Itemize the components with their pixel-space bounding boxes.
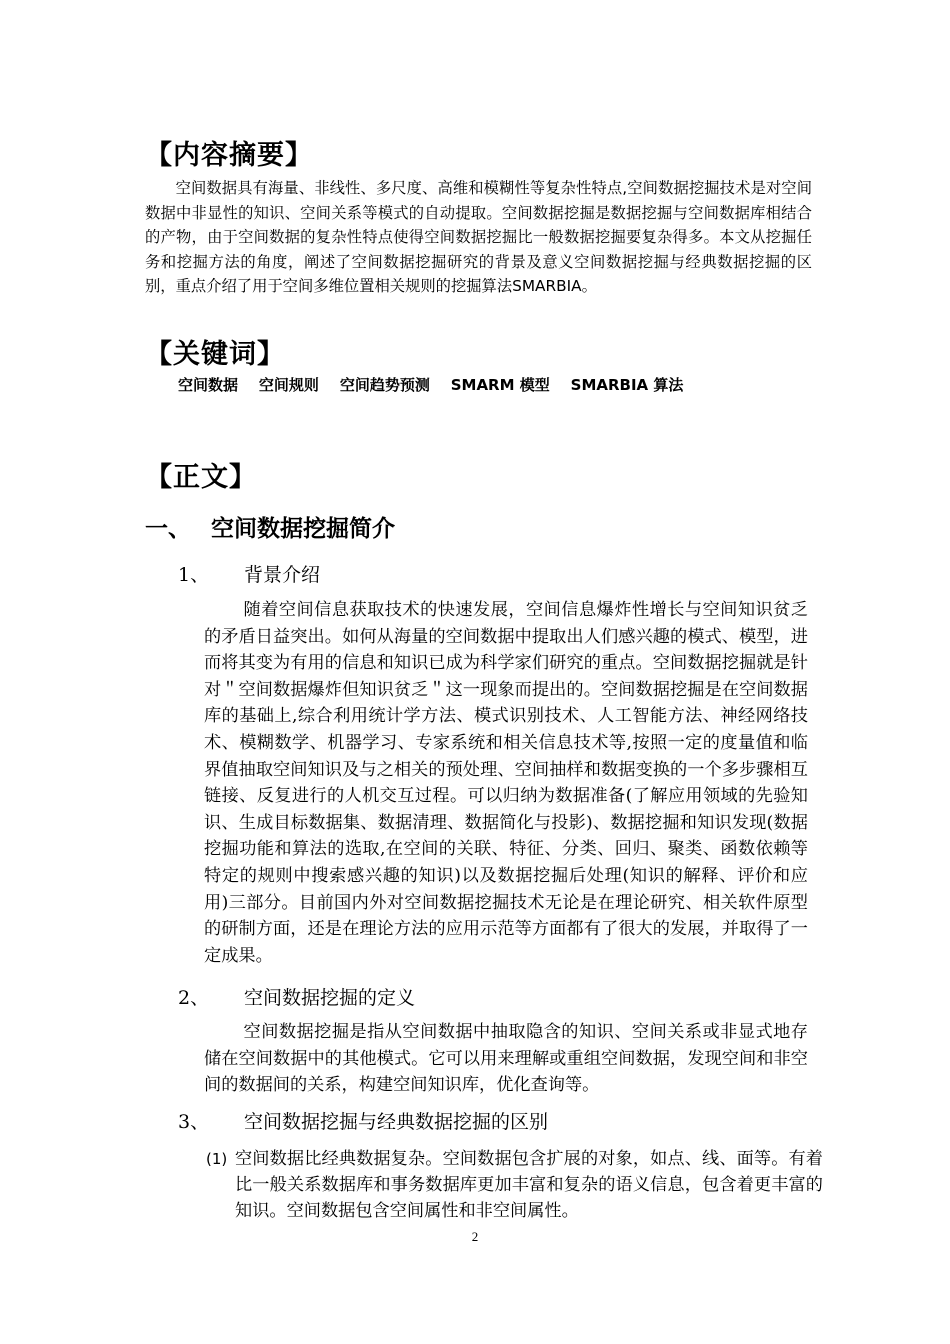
subsection-heading xyxy=(178,1107,548,1134)
subsection-title: 背景介绍 xyxy=(244,564,321,586)
keyword: 空间规则 xyxy=(258,376,319,394)
section-heading xyxy=(145,510,395,543)
body-heading: 【正文】 xyxy=(145,462,257,493)
abstract-heading: 【内容摘要】 xyxy=(145,140,313,171)
keyword: SMARBIA 算法 xyxy=(570,376,684,394)
keyword: 空间趋势预测 xyxy=(339,376,430,394)
section-title: 空间数据挖掘简介 xyxy=(211,516,395,542)
subsection-heading xyxy=(178,983,415,1010)
page-number: 2 xyxy=(471,1229,479,1244)
keywords-line xyxy=(178,374,683,395)
definition-paragraph: 空间数据挖掘是指从空间数据中抽取隐含的知识、空间关系或非显式地存储在空间数据中的其他模式。它可以用来理解或重组空间数据，发现空间和非空间的数据间的关系，构建空间知识库，优化查询等。 xyxy=(204,1022,808,1096)
keywords-heading: 【关键词】 xyxy=(145,339,285,370)
section-number: 一、 xyxy=(145,516,191,542)
list-marker: (1) xyxy=(206,1150,228,1168)
keyword: 空间数据 xyxy=(178,376,239,394)
subsection-heading xyxy=(178,560,320,587)
keyword: SMARM 模型 xyxy=(450,376,550,394)
abstract-paragraph: 空间数据具有海量、非线性、多尺度、高维和模糊性等复杂性特点,空间数据挖掘技术是对空间数据中非显性的知识、空间关系等模式的自动提取。空间数据挖掘是数据挖掘与空间数据库相结合的产物，由于空间数据的复杂性特点使得空间数据挖掘比一般数据挖掘要复杂得多。本文从挖掘任务和挖掘方法的角度，阐述了空间数据挖掘研究的背景及意义空间数据挖掘与经典数据挖掘的区别，重点介绍了用于空间多维位置相关规则的挖掘算法SMARBIA。 xyxy=(145,179,812,295)
background-paragraph: 随着空间信息获取技术的快速发展，空间信息爆炸性增长与空间知识贫乏的矛盾日益突出。如何从海量的空间数据中提取出人们感兴趣的模式、模型，进而将其变为有用的信息和知识已成为科学家们研究的重点。空间数据挖掘就是针对＂空间数据爆炸但知识贫乏＂这一现象而提出的。空间数据挖掘是在空间数据库的基础上,综合利用统计学方法、模式识别技术、人工智能方法、神经网络技术、模糊数学、机器学习、专家系统和相关信息技术等,按照一定的度量值和临界值抽取空间知识及与之相关的预处理、空间抽样和数据变换的一个多步骤相互链接、反复进行的人机交互过程。可以归纳为数据准备(了解应用领域的先验知识、生成目标数据集、数据清理、数据简化与投影)、数据挖掘和知识发现(数据挖掘功能和算法的选取,在空间的关联、特征、分类、回归、聚类、函数依赖等特定的规则中搜索感兴趣的知识)以及数据挖掘后处理(知识的解释、评价和应用)三部分。目前国内外对空间数据挖掘技术无论是在理论研究、相关软件原型的研制方面，还是在理论方法的应用示范等方面都有了很大的发展，并取得了一定成果。 xyxy=(204,600,808,966)
subsection-title: 空间数据挖掘与经典数据挖掘的区别 xyxy=(244,1111,549,1133)
subsection-title: 空间数据挖掘的定义 xyxy=(244,987,416,1009)
subsection-number: 2、 xyxy=(178,987,210,1009)
subsection-number: 3、 xyxy=(178,1111,210,1133)
subsection-number: 1、 xyxy=(178,564,210,586)
list-item-text: 空间数据比经典数据复杂。空间数据包含扩展的对象，如点、线、面等。有着比一般关系数据库和事务数据库更加丰富和复杂的语义信息，包含着更丰富的知识。空间数据包含空间属性和非空间属性。 xyxy=(235,1149,823,1222)
